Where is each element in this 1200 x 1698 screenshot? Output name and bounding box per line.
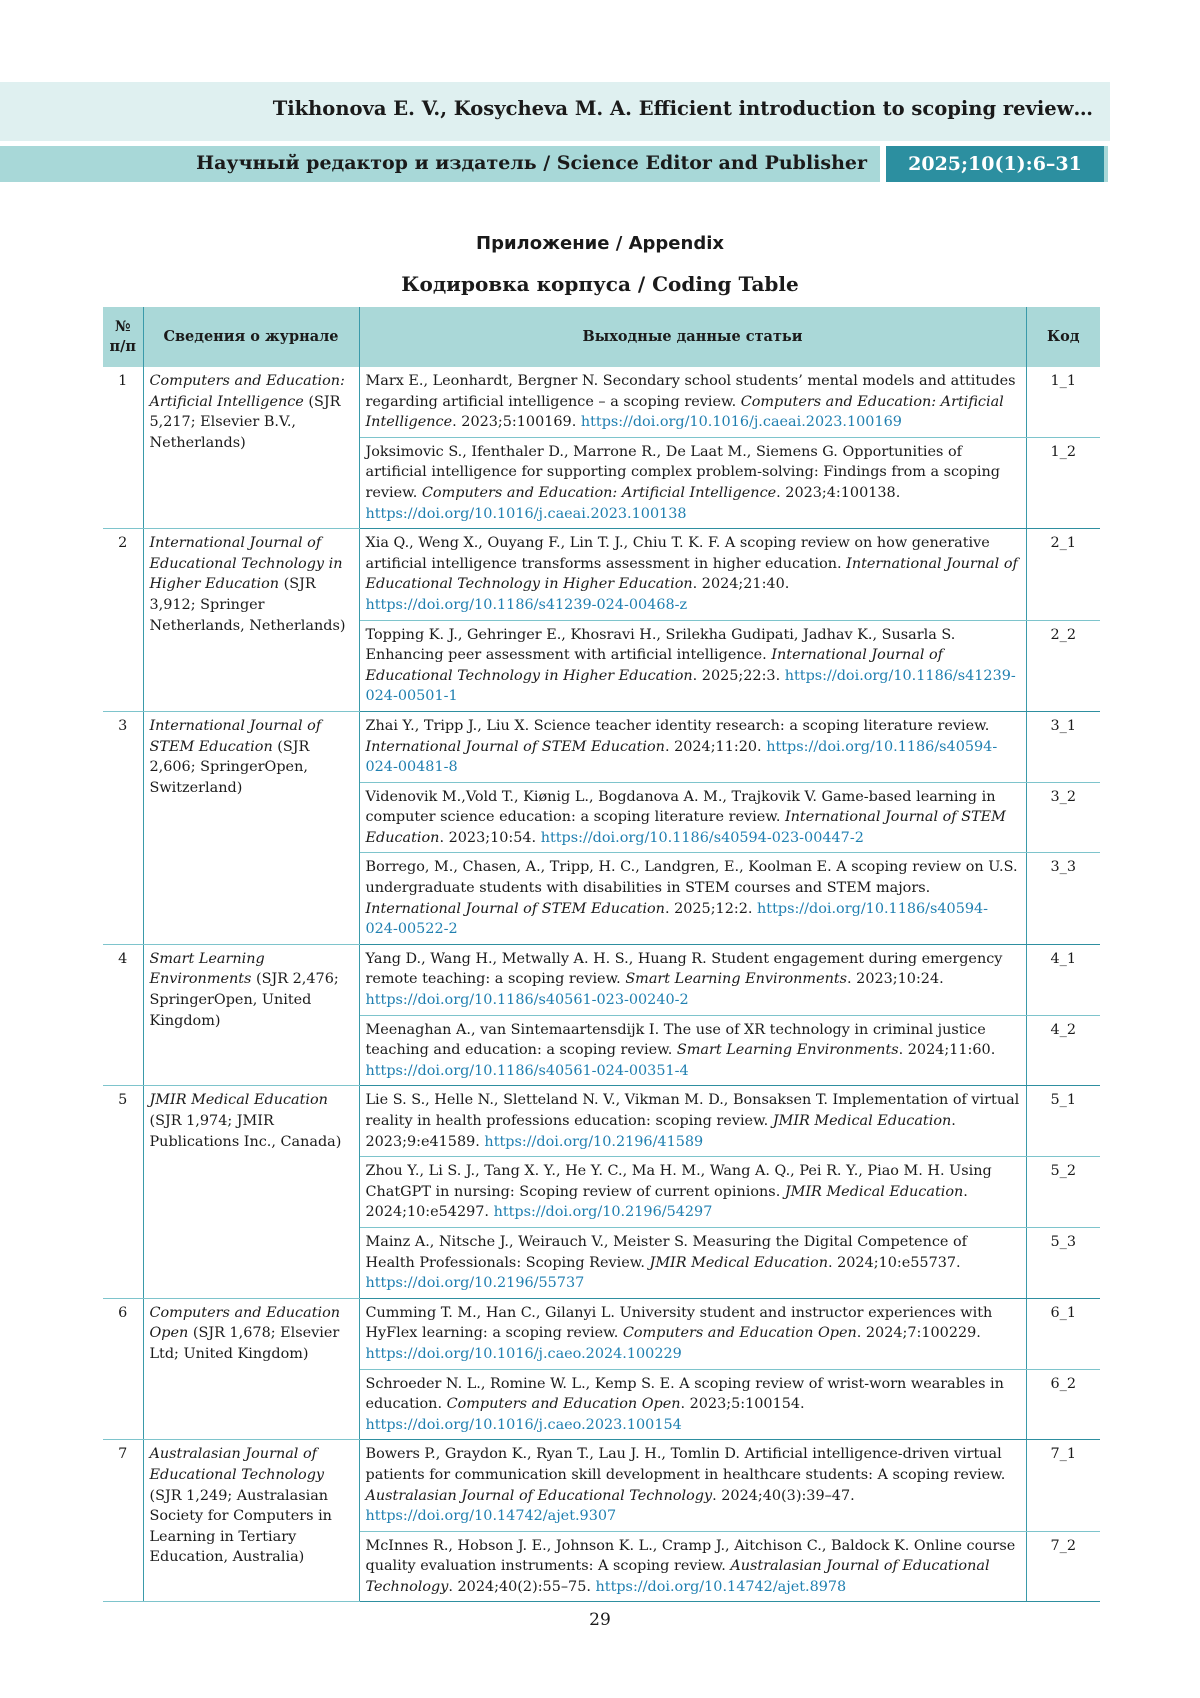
citation-doi-link[interactable]: https://doi.org/10.1016/j.caeo.2024.100229: [366, 1346, 682, 1362]
citation-details: . 2024;11:60.: [899, 1042, 996, 1058]
citation-authors: McInnes R., Hobson J. E., Johnson K. L., Cramp J., Aitchison C., Baldock K. Online course quality evaluation instruments: A scoping review.: [366, 1538, 1016, 1575]
citation-doi-link[interactable]: https://doi.org/10.14742/ajet.9307: [366, 1508, 617, 1524]
citation-authors: Bowers P., Graydon K., Ryan T., Lau J. H., Tomlin D. Artificial intelligence-driven virtual patients for communication skill development in healthcare students: A scoping review.: [366, 1446, 1006, 1483]
row-number: 2: [103, 529, 143, 712]
article-citation: [359, 1157, 1026, 1228]
citation-details: . 2024;7:100229.: [857, 1325, 981, 1341]
header-band-tick: [1104, 146, 1108, 182]
citation-doi-link[interactable]: https://doi.org/10.1186/s40594-024-00522-2: [366, 901, 989, 938]
table-row: [103, 529, 1100, 620]
citation-authors: Joksimovic S., Ifenthaler D., Marrone R., De Laat M., Siemens G. Opportunities of artificial intelligence for supporting complex problem-solving: Findings from a scoping review.: [366, 444, 1001, 501]
citation-details: . 2024;21:40.: [693, 576, 790, 592]
citation-source: Australasian Journal of Educational Technology: [366, 1558, 990, 1595]
citation-authors: Zhou Y., Li S. J., Tang X. Y., He Y. C., Ma H. M., Wang A. Q., Pei R. Y., Piao M. H. Using ChatGPT in nursing: Scoping review of current opinions.: [366, 1163, 992, 1200]
citation-source: Australasian Journal of Educational Technology: [366, 1488, 713, 1504]
article-code: 7_1: [1026, 1440, 1100, 1531]
article-code: 6_2: [1026, 1369, 1100, 1440]
citation-doi-link[interactable]: https://doi.org/10.1016/j.caeai.2023.100169: [581, 414, 902, 430]
article-code: 3_2: [1026, 782, 1100, 853]
article-citation: [359, 944, 1026, 1015]
article-code: 1_2: [1026, 437, 1100, 528]
citation-doi-link[interactable]: https://doi.org/10.1186/s41239-024-00468-z: [366, 597, 688, 613]
citation-authors: Yang D., Wang H., Metwally A. H. S., Huang R. Student engagement during emergency remote teaching: a scoping review.: [366, 951, 1003, 988]
article-code: 3_3: [1026, 853, 1100, 944]
journal-info: [143, 367, 359, 529]
citation-doi-link[interactable]: https://doi.org/10.2196/55737: [366, 1275, 585, 1291]
citation-doi-link[interactable]: https://doi.org/10.2196/54297: [494, 1204, 713, 1220]
table-row: [103, 1440, 1100, 1531]
citation-authors: Schroeder N. L., Romine W. L., Kemp S. E. A scoping review of wrist-worn wearables in education.: [366, 1376, 1004, 1413]
citation-details: . 2025;22:3.: [693, 668, 785, 684]
column-header-num: № п/п: [103, 307, 143, 367]
article-code: 3_1: [1026, 711, 1100, 782]
citation-authors: Topping K. J., Gehringer E., Khosravi H., Srilekha Gudipati, Jadhav K., Susarla S. Enhancing peer assessment with artificial intelligence.: [366, 627, 956, 664]
row-number: 3: [103, 711, 143, 944]
citation-source: JMIR Medical Education: [650, 1255, 828, 1271]
table-body: [103, 367, 1100, 1602]
citation-doi-link[interactable]: https://doi.org/10.1186/s40561-024-00351-4: [366, 1063, 689, 1079]
article-citation: [359, 437, 1026, 528]
citation-doi-link[interactable]: https://doi.org/10.1016/j.caeo.2023.100154: [366, 1417, 682, 1433]
journal-details: (SJR 1,974; JMIR Publications Inc., Canada): [150, 1113, 342, 1150]
citation-details: . 2023;5:100169.: [452, 414, 581, 430]
citation-source: Computers and Education Open: [623, 1325, 857, 1341]
page-number: 29: [0, 1610, 1200, 1630]
row-number: 5: [103, 1086, 143, 1298]
citation-details: . 2024;40(2):55–75.: [448, 1579, 595, 1595]
journal-name: Computers and Education Open: [150, 1305, 341, 1342]
table-row: [103, 1298, 1100, 1369]
article-citation: [359, 1227, 1026, 1298]
citation-authors: Lie S. S., Helle N., Sletteland N. V., Vikman M. D., Bonsaksen T. Implementation of virtual reality in health professions education: scoping review.: [366, 1092, 1020, 1129]
running-head: Tikhonova E. V., Kosycheva M. A. Efficient introduction to scoping review…: [273, 97, 1093, 120]
journal-name: Computers and Education: Artificial Intelligence: [150, 373, 345, 410]
article-code: 5_1: [1026, 1086, 1100, 1157]
journal-details: (SJR 2,476; SpringerOpen, United Kingdom): [150, 971, 339, 1028]
table-header-row: [103, 307, 1100, 367]
journal-info: [143, 944, 359, 1086]
article-citation: [359, 1015, 1026, 1086]
citation-doi-link[interactable]: https://doi.org/10.1186/s41239-024-00501-1: [366, 668, 1016, 705]
citation-doi-link[interactable]: https://doi.org/10.1186/s40561-023-00240-2: [366, 992, 689, 1008]
row-number: 7: [103, 1440, 143, 1602]
row-number: 6: [103, 1298, 143, 1440]
citation-doi-link[interactable]: https://doi.org/10.1186/s40594-023-00447-2: [541, 830, 864, 846]
citation-authors: Zhai Y., Tripp J., Liu X. Science teacher identity research: a scoping literature review.: [366, 718, 990, 734]
journal-title: Научный редактор и издатель / Science Editor and Publisher: [196, 152, 867, 174]
article-citation: [359, 782, 1026, 853]
article-citation: [359, 367, 1026, 437]
citation-source: Smart Learning Environments: [677, 1042, 899, 1058]
journal-name: International Journal of Educational Technology in Higher Education: [150, 535, 343, 592]
column-header-journal: Сведения о журнале: [143, 307, 359, 367]
journal-details: (SJR 1,678; Elsevier Ltd; United Kingdom): [150, 1325, 340, 1362]
table-row: [103, 1086, 1100, 1157]
citation-details: . 2023;10:24.: [847, 971, 944, 987]
citation-authors: Meenaghan A., van Sintemaartensdijk I. The use of XR technology in criminal justice teaching and education: a scoping review.: [366, 1022, 986, 1059]
journal-details: (SJR 2,606; SpringerOpen, Switzerland): [150, 739, 310, 796]
table-row: [103, 367, 1100, 437]
article-citation: [359, 1369, 1026, 1440]
article-citation: [359, 529, 1026, 620]
article-code: 7_2: [1026, 1531, 1100, 1602]
citation-details: . 2025;12:2.: [665, 901, 757, 917]
article-citation: [359, 620, 1026, 711]
citation-source: JMIR Medical Education: [773, 1113, 951, 1129]
table-row: [103, 944, 1100, 1015]
article-citation: [359, 853, 1026, 944]
table-title: Кодировка корпуса / Coding Table: [0, 272, 1200, 296]
article-code: 1_1: [1026, 367, 1100, 437]
journal-info: [143, 1298, 359, 1440]
article-code: 2_1: [1026, 529, 1100, 620]
citation-source: Computers and Education: Artificial Intelligence: [422, 485, 776, 501]
citation-details: . 2023;4:100138.: [776, 485, 900, 501]
citation-authors: Xia Q., Weng X., Ouyang F., Lin T. J., Chiu T. K. F. A scoping review on how generative artificial intelligence transforms assessment in higher education.: [366, 535, 990, 572]
citation-details: . 2023;5:100154.: [681, 1396, 805, 1412]
citation-details: . 2024;40(3):39–47.: [712, 1488, 855, 1504]
article-citation: [359, 1086, 1026, 1157]
citation-details: . 2023;10:54.: [439, 830, 540, 846]
table-row: [103, 711, 1100, 782]
citation-authors: Cumming T. M., Han C., Gilanyi L. University student and instructor experiences with HyFlex learning: a scoping review.: [366, 1305, 993, 1342]
citation-authors: Borrego, M., Chasen, A., Tripp, H. C., Landgren, E., Koolman E. A scoping review on U.S. undergraduate students with disabilities in STEM courses and STEM majors.: [366, 859, 1018, 896]
citation-source: Computers and Education Open: [447, 1396, 681, 1412]
citation-source: International Journal of Educational Technology in Higher Education: [366, 556, 1018, 593]
article-citation: [359, 1298, 1026, 1369]
citation-details: . 2024;10:e55737.: [828, 1255, 961, 1271]
journal-info: [143, 711, 359, 944]
journal-details: (SJR 3,912; Springer Netherlands, Netherlands): [150, 576, 346, 633]
citation-source: International Journal of STEM Education: [366, 739, 665, 755]
citation-details: . 2024;10:e54297.: [366, 1184, 968, 1221]
citation-details: . 2023;9:e41589.: [366, 1113, 956, 1150]
article-code: 2_2: [1026, 620, 1100, 711]
citation-doi-link[interactable]: https://doi.org/10.2196/41589: [484, 1134, 703, 1150]
citation-source: International Journal of STEM Education: [366, 901, 665, 917]
citation-details: . 2024;11:20.: [665, 739, 766, 755]
article-citation: [359, 1440, 1026, 1531]
citation-authors: Marx E., Leonhardt, Bergner N. Secondary school students’ mental models and attitudes regarding artificial intelligence – a scoping review.: [366, 373, 1016, 410]
article-code: 5_2: [1026, 1157, 1100, 1228]
journal-name: Australasian Journal of Educational Technology: [150, 1446, 325, 1483]
journal-name: International Journal of STEM Education: [150, 718, 322, 755]
citation-doi-link[interactable]: https://doi.org/10.14742/ajet.8978: [596, 1579, 847, 1595]
journal-name: JMIR Medical Education: [150, 1092, 328, 1108]
journal-info: [143, 1440, 359, 1602]
citation-source: International Journal of Educational Technology in Higher Education: [366, 647, 944, 684]
column-header-article: Выходные данные статьи: [359, 307, 1026, 367]
row-number: 1: [103, 367, 143, 529]
citation-doi-link[interactable]: https://doi.org/10.1186/s40594-024-00481-8: [366, 739, 998, 776]
article-code: 4_2: [1026, 1015, 1100, 1086]
column-header-code: Код: [1026, 307, 1100, 367]
journal-info: [143, 529, 359, 712]
citation-source: JMIR Medical Education: [785, 1184, 963, 1200]
issue-badge: 2025;10(1):6–31: [886, 146, 1104, 182]
article-citation: [359, 711, 1026, 782]
appendix-title: Приложение / Appendix: [0, 233, 1200, 254]
journal-info: [143, 1086, 359, 1298]
journal-details: (SJR 5,217; Elsevier B.V., Netherlands): [150, 394, 341, 451]
journal-details: (SJR 1,249; Australasian Society for Computers in Learning in Tertiary Education, Australia): [150, 1488, 332, 1566]
citation-source: Computers and Education: Artificial Intelligence: [366, 394, 1004, 431]
citation-source: Smart Learning Environments: [625, 971, 847, 987]
coding-table: [103, 307, 1100, 1602]
article-citation: [359, 1531, 1026, 1602]
citation-authors: Mainz A., Nitsche J., Weirauch V., Meister S. Measuring the Digital Competence of Health Professionals: Scoping Review.: [366, 1234, 967, 1271]
article-code: 6_1: [1026, 1298, 1100, 1369]
citation-authors: Videnovik M.,Vold T., Kiønig L., Bogdanova A. M., Trajkovik V. Game-based learning in computer science education: a scoping literature review.: [366, 789, 996, 826]
article-code: 4_1: [1026, 944, 1100, 1015]
journal-name: Smart Learning Environments: [150, 951, 265, 988]
citation-doi-link[interactable]: https://doi.org/10.1016/j.caeai.2023.100138: [366, 506, 687, 522]
row-number: 4: [103, 944, 143, 1086]
article-code: 5_3: [1026, 1227, 1100, 1298]
citation-source: International Journal of STEM Education: [366, 809, 1006, 846]
